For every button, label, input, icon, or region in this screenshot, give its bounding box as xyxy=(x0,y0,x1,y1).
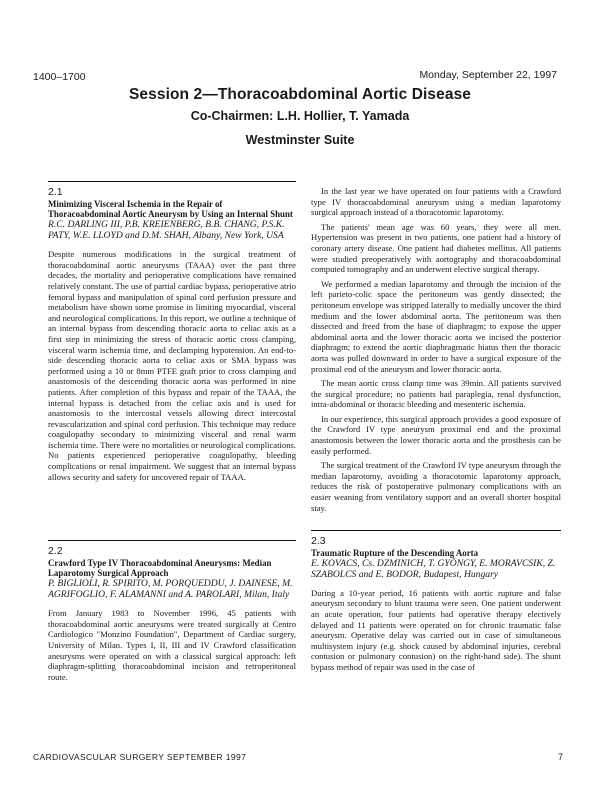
abstract-paragraph: From January 1983 to November 1996, 45 patients with thoracoabdominal aortic aneurysms were treated surgically at Centro Cardiologico "Monzino Foundation", Department of Cardiac surgery, University of Milan. Types I, II, III and IV Crawford classification aneurysms were operated on with a classical surgical approach: left diaphragm-splitting thoracoabdominal incision and retroperitoneal route. xyxy=(48,608,296,682)
abstract-number: 2.1 xyxy=(48,186,63,198)
co-chairmen: Co-Chairmen: L.H. Hollier, T. Yamada xyxy=(190,109,410,123)
section-rule xyxy=(48,181,296,182)
abstract-title: Minimizing Visceral Ischemia in the Repair of Thoracoabdominal Aortic Aneurysm by Using an Internal Shunt xyxy=(48,198,293,219)
abstract-title: Traumatic Rupture of the Descending Aorta xyxy=(311,547,479,558)
session-date: Monday, September 22, 1997 xyxy=(419,69,557,81)
abstract-authors: R.C. DARLING III, P.B. KREIENBERG, B.B. CHANG, P.S.K. PATY, W.E. LLOYD and D.M. SHAH, Albany, New York, USA xyxy=(48,219,285,242)
page-number: 7 xyxy=(557,752,563,762)
section-rule xyxy=(48,540,296,541)
venue: Westminster Suite xyxy=(245,133,355,147)
session-time-range: 1400–1700 xyxy=(33,71,86,83)
session-title: Session 2—Thoracoabdominal Aortic Disease xyxy=(128,86,472,103)
abstract-paragraph: The patients' mean age was 60 years, they were all men. Hypertension was present in two patients, one patient had a history of coronary artery disease. One patient had diabetes mellitus. All patients were studied preoperatively with aortography and thoracoabdominal computed tomography and an underwent elective surgical therapy. xyxy=(311,221,561,275)
abstract-2-1 xyxy=(48,181,296,482)
abstract-paragraph: In the last year we have operated on four patients with a Crawford type IV thoracoabdominal aneurysm using a median laparotomy surgical approach instead of a thoracotomic laparotomy. xyxy=(311,186,561,218)
abstract-title: Crawford Type IV Thoracoabdominal Aneurysms: Median Laparotomy Surgical Approach xyxy=(48,557,272,578)
abstract-paragraph: The mean aortic cross clamp time was 39min. All patients survived the surgical procedure; no patients had paraplegia, renal dysfunction, intra-abdominal or thoracic bleeding and mesenteric ischemia. xyxy=(311,378,561,410)
abstract-number: 2.2 xyxy=(48,545,63,557)
section-rule xyxy=(311,530,561,531)
abstract-paragraph: The surgical treatment of the Crawford IV type aneurysm through the median laparotomy, avoiding a thoracotomic laparotomy approach, reduces the risk of postoperative pulmonary complications with an easier weaning from ventilatory support and an overall shorter hospital stay. xyxy=(311,460,561,513)
abstract-number: 2.3 xyxy=(311,535,326,547)
abstract-2-2-continued xyxy=(311,186,561,513)
abstract-paragraph: We performed a median laparotomy and through the incision of the left parieto-colic space the peritoneum was gently dissected; the peritoneum envelope was stripped laterally to medially uncover the third medium and the lower abdominal aorta. The peritoneum was then dissected and freed from the base of diaphragm; to expose the upper abdominal aorta and the lower thoracic aorta we incised the posterior diaphragm; to extend the aortic diaphragmatic hiatus then the thoracic aorta was pulled downward in order to have a surgical exposure of the proximal end of the aneurysm and lower thoracic aorta. xyxy=(311,278,561,374)
abstract-authors: E. KOVACS, Cs. DZMINICH, T. GYÖNGY, E. MORAVCSIK, Z. SZABOLCS and E. BODOR, Budapest, Hungary xyxy=(311,557,556,580)
journal-footer: CARDIOVASCULAR SURGERY SEPTEMBER 1997 xyxy=(33,752,247,762)
abstract-paragraph: In our experience, this surgical approach provides a good exposure of the Crawford IV type aneurysm proximal end and the proximal anastomosis between the lower thoracic aorta and the prosthesis can be easily performed. xyxy=(311,413,561,456)
abstract-authors: P. BIGLIOLI, R. SPIRITO, M. PORQUEDDU, J. DAINESE, M. AGRIFOGLIO, F. ALAMANNI and A. PAROLARI, Milan, Italy xyxy=(48,578,293,601)
abstract-paragraph: During a 10-year period, 16 patients with aortic rupture and false aneurysm secondary to blunt trauma were seen. One patient underwent an acute operation, four patients had operative therapy electively delayed and 11 patients were operated on for chronic traumatic false aneurysm. Operative delay was carried out in case of simultaneous multisystem injury (e.g. shock caused by abdominal injuries, cerebral contusion or pulmonary contusion) on the right-hand side). The shunt bypass method of repair was used in the case of xyxy=(311,587,561,673)
abstract-2-3 xyxy=(311,530,561,673)
abstract-2-2 xyxy=(48,540,296,682)
abstract-paragraph: Despite numerous modifications in the surgical treatment of thoracoabdominal aortic aneurysms (TAAA) over the past three decades, the mortality and perioperative complications have remained relatively constant. The use of partial cardiac bypass, perioperative atrio femoral bypass and manipulation of spinal cord perfusion pressure and metabolism have shown some promise in limiting myocardial, visceral and neurological complications. In this report, we outline a technique of an internal bypass from descending thoracic aorta to celiac axis as a first step in minimizing the stress of thoracic aortic cross clamping, visceral warm ischemia time, and declamping hypotension. An end-to-side descending thoracic aorta to celiac axis or SMA bypass was performed using a 10 or 8mm PTFE graft prior to cross clamping and anastomosis of the descending thoracic aorta was performed in nine patients. After completion of this bypass and repair of the TAAA, the internal bypass is detached from the celiac axis and is used for anastomosis to the intercostal vessels allowing direct intercostal revascularization and spinal cord perfusion. This technique may reduce coagulopathy secondary to minimizing visceral and renal warm ischemia time. There were no mortalities or neurological complications. No patients experienced perioperative coagulopathy, bleeding complications or renal impairment. We suggest that an internal bypass allows security and safety for uncovered repair of TAAA. xyxy=(48,249,296,482)
